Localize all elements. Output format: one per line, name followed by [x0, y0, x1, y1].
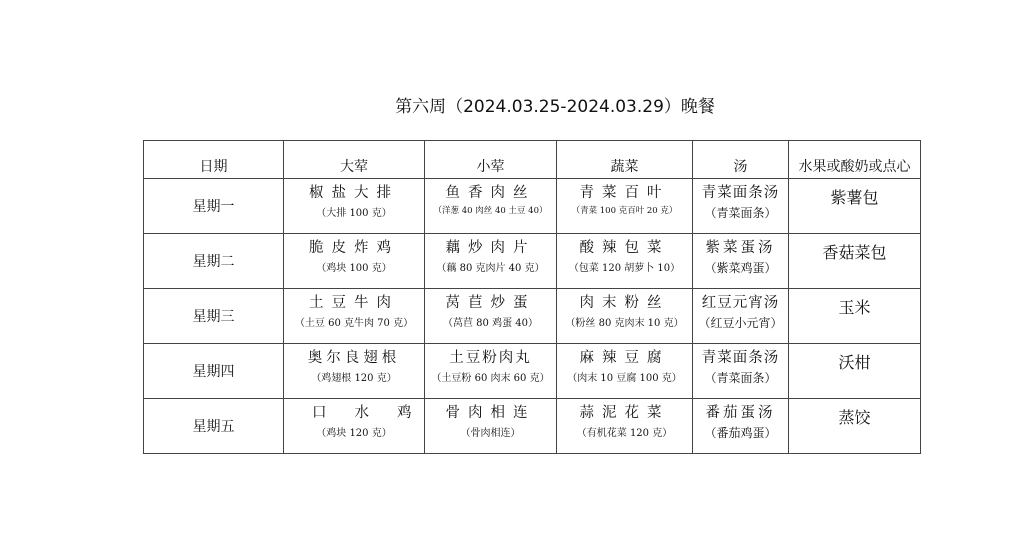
- dish-note: （土豆 60 克牛肉 70 克）: [294, 318, 414, 329]
- dish-note: （紫菜鸡蛋）: [704, 261, 777, 275]
- dish-note: （大排 100 克）: [316, 208, 392, 219]
- soup-cell: [693, 234, 789, 289]
- big-meat-cell: [284, 179, 425, 234]
- dish-name: 莴苣炒蛋: [445, 295, 536, 311]
- dish-note: （土豆粉 60 肉末 60 克）: [431, 373, 550, 384]
- soup-cell: [693, 344, 789, 399]
- table-row: [144, 234, 921, 289]
- vegetable-cell: [557, 399, 693, 454]
- small-meat-cell: [425, 344, 557, 399]
- dish-name: 紫菜蛋汤: [705, 240, 776, 256]
- dish-note: （鸡块 120 克）: [316, 428, 392, 439]
- dish-note: （青菜面条）: [704, 371, 777, 385]
- dish-name: 青菜面条汤: [701, 350, 780, 366]
- page-title: 第六周（2024.03.25-2024.03.29）晚餐: [395, 97, 715, 117]
- dish-note: （洋葱 40 肉丝 40 土豆 40）: [433, 206, 548, 216]
- small-meat-cell: [425, 179, 557, 234]
- dish-name: 酸辣包菜: [579, 240, 670, 256]
- vegetable-cell: [557, 234, 693, 289]
- dish-name: 奥尔良翅根: [307, 350, 401, 366]
- dish-name: 肉末粉丝: [579, 295, 670, 311]
- dish-note: （红豆小元宵）: [698, 316, 783, 330]
- big-meat-cell: [284, 234, 425, 289]
- dish-name: 麻辣豆腐: [579, 350, 670, 366]
- header-row: [144, 141, 921, 179]
- small-meat-cell: [425, 289, 557, 344]
- dish-note: （鸡翅根 120 克）: [311, 373, 397, 384]
- soup-cell: [693, 179, 789, 234]
- dish-name: 口水鸡: [312, 405, 440, 421]
- day-label: 星期三: [144, 289, 284, 344]
- dish-name: 椒盐大排: [309, 185, 399, 201]
- dish-name: 骨肉相连: [445, 405, 536, 421]
- dish-name: 蒜泥花菜: [579, 405, 670, 421]
- vegetable-cell: [557, 344, 693, 399]
- dish-note: （鸡块 100 克）: [316, 263, 392, 274]
- snack-cell: [789, 289, 921, 344]
- dish-name: 番茄蛋汤: [705, 405, 776, 421]
- dish-note: （骨肉相连）: [460, 428, 521, 439]
- vegetable-cell: [557, 289, 693, 344]
- vegetable-cell: [557, 179, 693, 234]
- table-row: [144, 344, 921, 399]
- big-meat-cell: [284, 289, 425, 344]
- header-soup: 汤: [693, 141, 789, 179]
- snack-name: 香菇菜包: [822, 243, 887, 262]
- soup-cell: [693, 289, 789, 344]
- snack-name: 沃柑: [838, 353, 871, 372]
- snack-name: 紫薯包: [830, 188, 879, 207]
- header-vegetable: 蔬菜: [557, 141, 693, 179]
- dish-note: （藕 80 克肉片 40 克）: [436, 263, 545, 274]
- big-meat-cell: [284, 399, 440, 454]
- snack-cell: [789, 234, 921, 289]
- dish-name: 红豆元宵汤: [701, 295, 780, 311]
- snack-name: 玉米: [838, 298, 871, 317]
- header-date: 日期: [144, 141, 284, 179]
- day-label: 星期四: [144, 344, 284, 399]
- dish-name: 土豆粉肉丸: [449, 350, 532, 366]
- snack-name: 蒸饺: [838, 408, 871, 427]
- dish-name: 青菜百叶: [579, 185, 670, 201]
- dish-note: （番茄鸡蛋）: [704, 426, 777, 440]
- dish-note: （包菜 120 胡萝卜 10）: [568, 263, 681, 274]
- dish-name: 青菜面条汤: [701, 185, 780, 201]
- table-row: [144, 179, 921, 234]
- dish-note: （粉丝 80 克肉末 10 克）: [565, 318, 684, 329]
- dish-name: 脆皮炸鸡: [309, 240, 399, 256]
- small-meat-cell: [425, 399, 557, 454]
- table-row: [144, 289, 921, 344]
- day-label: 星期一: [144, 179, 284, 234]
- snack-cell: [789, 179, 921, 234]
- dish-note: （青菜 100 克百叶 20 克）: [571, 206, 678, 216]
- dish-note: （有机花菜 120 克）: [576, 428, 673, 439]
- header-snack: 水果或酸奶或点心: [789, 141, 921, 179]
- day-label: 星期二: [144, 234, 284, 289]
- small-meat-cell: [425, 234, 557, 289]
- dish-note: （肉末 10 豆腐 100 克）: [567, 373, 682, 384]
- snack-cell: [789, 399, 921, 454]
- dish-name: 藕炒肉片: [445, 240, 536, 256]
- dish-note: （青菜面条）: [704, 206, 777, 220]
- dish-name: 鱼香肉丝: [445, 185, 536, 201]
- table-row: [144, 399, 921, 454]
- menu-table: [143, 140, 921, 454]
- day-label: 星期五: [144, 399, 284, 454]
- header-big-meat: 大荤: [284, 141, 425, 179]
- big-meat-cell: [284, 344, 425, 399]
- dish-name: 土豆牛肉: [309, 295, 399, 311]
- dish-note: （莴苣 80 鸡蛋 40）: [443, 318, 538, 329]
- header-small-meat: 小荤: [425, 141, 557, 179]
- snack-cell: [789, 344, 921, 399]
- soup-cell: [693, 399, 789, 454]
